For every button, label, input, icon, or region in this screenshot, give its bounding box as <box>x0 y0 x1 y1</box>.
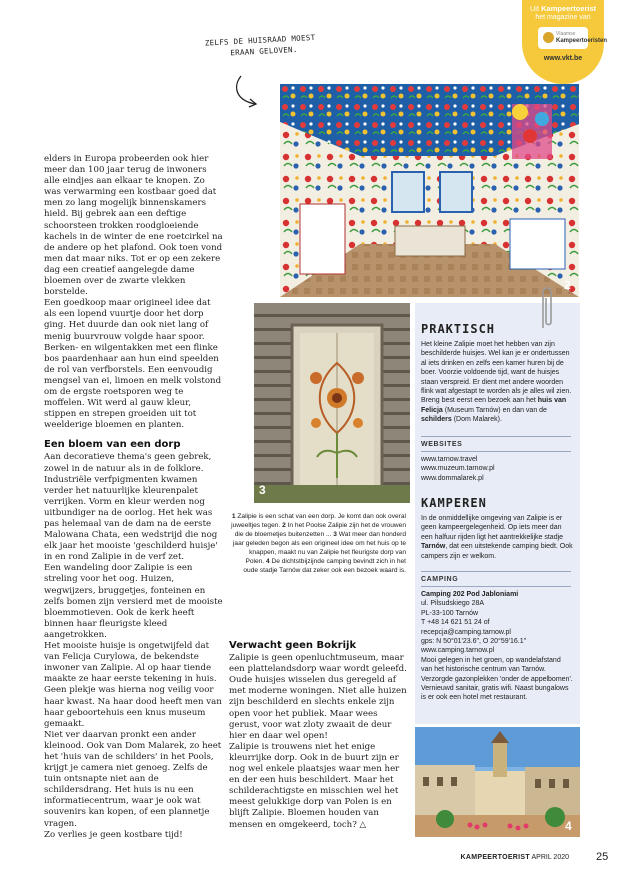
photo-painted-door <box>254 303 410 503</box>
praktisch-text: Het kleine Zalipie moet het hebben van zijn beschilderde huisjes. Wel kan je er ondertussen al iets drinken en zelfs een kamer huren bij de boer. Voorzie voldoende tijd, want de huisjes staan verspreid. Er dient met andere woorden flink wat afgestapt te worden als je alles wil zien. Breng best eerst een bezoek aan het huis van Felicja (Museum Tarnów) en dan van de schilders (Dom Malarek). <box>421 341 572 424</box>
sidebar-heading-camping: CAMPING <box>421 576 459 583</box>
divider <box>421 436 571 437</box>
photo-painted-interior <box>280 84 579 297</box>
paragraph: Zalipie is trouwens niet het enige kleurrijke dorp. Ook in de buurt zijn er nog wel enkele plaatsjes waar men her en der een huis beschildert. Maar het schilderachtigste en misschien wel het meest gelukkige dorp van Polen is en blijft Zalipie. Bloemen houden van mensen en omgekeerd, toch? △ <box>229 741 400 830</box>
website-link[interactable]: www.muzeum.tarnow.pl <box>421 465 495 473</box>
badge-url[interactable]: www.vkt.be <box>543 55 583 62</box>
article-column-1 <box>44 154 224 841</box>
website-link[interactable]: www.dommalarek.pl <box>421 474 484 482</box>
section-heading: Verwacht geen Bokrijk <box>229 640 357 651</box>
sidebar-heading-kamperen: KAMPEREN <box>421 496 487 510</box>
paragraph: Een wandeling door Zalipie is een streling voor het oog. Huizen, wegwijzers, bruggetjes, fonteinen en zelfs bomen zijn versierd met de mooiste bloemmotieven. Ook de kerk heeft binnen haar fleurigste kleed aangetrokken. <box>44 563 223 640</box>
interior-illustration <box>280 84 579 297</box>
photo-number: 2 <box>564 278 571 292</box>
town-illustration <box>415 727 580 837</box>
photo-captions: 1 Zalipie is een schat van een dorp. Je komt dan ook overal juweeltjes tegen. 2 In het Poolse Zalipie zijn het de vrouwen die de bloemetjes buitenzetten ... 3 Wat meer dan honderd jaar geleden begon als een origineel idee om het huis op te knappen, maakt nu van Zalipie het fleurigste dorp van Polen. 4 De dichtstbijzijnde camping bevindt zich in het oude stadje Tarnów dat zeker ook een bezoek waard is. <box>231 513 406 574</box>
paragraph: Zalipie is geen openluchtmuseum, maar een plattelandsdorp waar wordt geleefd. Oude huisjes wisselen dus geregeld af met moderne woningen. Niet alle huizen zijn beschilderd en slechts enkele zijn open voor het publiek. Maar wees gerust, voor wat zloty zwaait de deur hier en daar wel open! <box>229 653 407 741</box>
section-heading: Een bloem van een dorp <box>44 439 181 451</box>
camping-details <box>421 590 573 703</box>
paragraph: Zo verlies je geen kostbare tijd! <box>44 829 183 840</box>
paragraph: elders in Europa probeerden ook hier meer dan 100 jaar terug de inwoners alle eindjes aan elkaar te knopen. Zo was verwarming een kostbaar goed dat men zo lang mogelijk binnenskamers hield. Bij gebrek aan een deftige schoorsteen trokken roodgloeiende kachels in de winter de ene roetcirkel na de andere op het plafond. Ook toen vond men dat maar niks. Tot er op een zekere dag een creatief aangelegde dame bloemen over de zwarte vlekken borstelde. <box>44 154 223 298</box>
sidebar-heading-websites: WEBSITES <box>421 441 463 448</box>
door-illustration <box>254 303 410 503</box>
paragraph: Aan decoratieve thema's geen gebrek, zowel in de natuur als in de folklore. Industriële verfpigmenten kwamen verder het natuurlijke kleurenpalet verrijken. Vorm en kleur werden nog uitbundiger na de oorlog. Het hek was pas helemaal van de dam na de eerste Malowana Chata, een wedstrijd die nog elk jaar het mooiste 'geschilderd huisje' in en rond Zalipie in de verf zet. <box>44 452 218 563</box>
divider <box>421 451 571 452</box>
divider <box>421 586 571 587</box>
paragraph: Het mooiste huisje is ongetwijfeld dat van Felicja Curylowa, de bekendste inwoner van Zalipie. Al op haar tiende maakte ze haar eerste tekening in huis. Geen plekje was hierna nog veilig voor haar kwast. Na haar dood heeft men van haar geboortehuis een knus museum gemaakt. <box>44 641 222 729</box>
article-column-2 <box>229 640 407 831</box>
badge-line2: het magazine van <box>535 14 591 21</box>
paragraph: Niet ver daarvan pronkt een ander kleinood. Ook van Dom Malarek, zo heet het 'huis van de schilders' in het Pools, krijgt je camera niet genoeg. Zelfs de tuin ontsnapte niet aan de schildersdrang. Het huis is nu een informatiecentrum, waar je ook wat souvenirs kan kopen, of een plannetje vragen. <box>44 729 222 829</box>
logo-sun-icon <box>543 32 554 43</box>
paragraph: Een goedkoop maar origineel idee dat als een lopend vuurtje door het dorp ging. Het duurde dan ook niet lang of menig buurvrouw volgde haar spoor. Berken- en wilgentakken met een flinke bos paardenhaar aan hun eind speelden de rol van verfborstels. Een eenvoudig mengsel van ei, limoen en melk volstond om de ergste roetsporen weg te moffelen. Wit werd al gauw kleur, stippen en strepen groeiden uit tot weelderige bloemen en planten. <box>44 298 222 431</box>
vkt-logo: Vlaamse Kampeertoeristen <box>538 27 588 49</box>
magazine-badge <box>522 0 608 84</box>
divider <box>421 571 571 572</box>
badge-line1: Uit Kampeertoerist <box>529 4 597 13</box>
photo-number: 4 <box>565 819 572 833</box>
websites-list <box>421 455 573 483</box>
handwritten-note: ZELFS DE HUISRAAD MOEST ERAAN GELOVEN. <box>204 32 316 58</box>
camping-contact: T +48 14 621 51 24 of recepcja@camping.tarnow.pl <box>421 619 511 636</box>
camping-name: Camping 202 Pod Jabloniami <box>421 591 519 598</box>
website-link[interactable]: www.tarnow.travel <box>421 456 478 463</box>
curved-arrow-icon <box>231 72 271 112</box>
footer: KAMPEERTOERIST APRIL 2020 <box>460 854 569 861</box>
camping-description: Mooi gelegen in het groen, op wandelafstand van het historische centrum van Tarnów. Verzorgde gazonplekken 'onder de appelbomen'. Vernieuwd sanitair, gratis wifi. Naast bungalows is er ook een hotel met restaurant. <box>421 656 573 702</box>
photo-number: 3 <box>259 483 266 497</box>
photo-tarnow-square <box>415 727 580 837</box>
paperclip-icon <box>537 282 557 334</box>
camping-city: PL-33-100 Tarnów <box>421 609 479 617</box>
camping-website[interactable]: www.camping.tarnow.pl <box>421 647 495 655</box>
camping-gps: gps: N 50°01'23.6", O 20°59'16.1" <box>421 638 527 646</box>
camping-address: ul. Pilsudskiego 28A <box>421 600 485 608</box>
kamperen-text: In de onmiddellijke omgeving van Zalipie is er geen kampeergelegenheid. Op iets meer dan een halfuur rijden ligt het aantrekkelijke stadje Tarnów, dat een uitstekende camping biedt. Ook campers zijn er welkom. <box>421 515 573 560</box>
sidebar-heading-praktisch: PRAKTISCH <box>421 322 496 336</box>
page-number: 25 <box>596 851 609 863</box>
